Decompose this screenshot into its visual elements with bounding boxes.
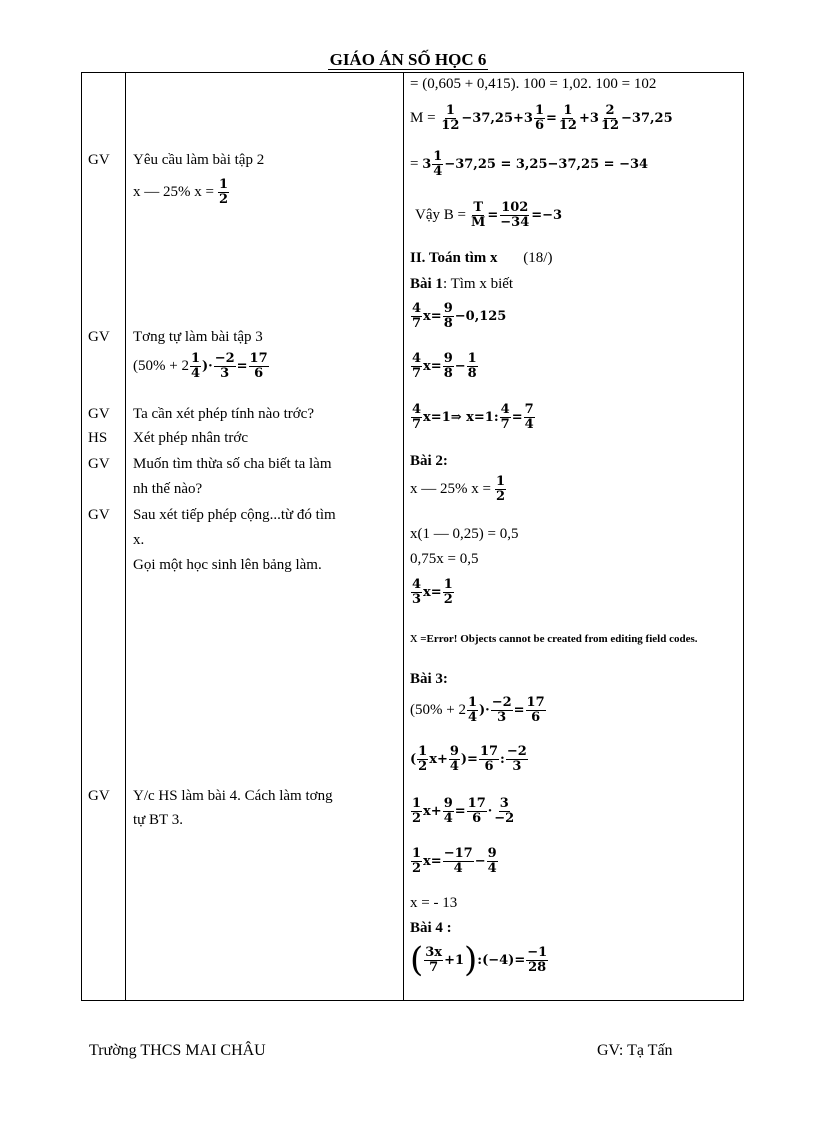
- equation-line: $\frac{4}{7}$ x=1⇒ x=1: $\frac{4}{7}$ = $\frac{7}{4}$: [412, 402, 534, 432]
- instruction-text: Y/c HS làm bài 4. Cách làm tơng: [133, 788, 333, 804]
- instruction-text: Ta cần xét phép tính nào trớc?: [133, 406, 314, 422]
- page-title: GIÁO ÁN SỐ HỌC 6: [329, 50, 487, 69]
- role-label: GV: [88, 456, 110, 472]
- equation-line: $\frac{4}{3}$ x= $\frac{1}{2}$: [412, 577, 453, 607]
- role-label: GV: [88, 329, 110, 345]
- equation-line: $\frac{1}{2}$ x= $\frac{-17}{4}$ − $\frac{9}{4}$: [412, 846, 497, 876]
- exercise-heading: Bài 4 :: [410, 920, 452, 936]
- role-label: GV: [88, 507, 110, 523]
- equation-line: = 3 $\frac{1}{4}$ −37,25 = 3,25−37,25 = −34: [410, 149, 649, 179]
- footer-school: Trường THCS MAI CHÂU: [89, 1042, 266, 1059]
- equation-line: ( $\frac{3x}{7}$ +1 ) :(−4)= $\frac{-1}{28}$: [410, 940, 548, 980]
- equation-line: $\frac{4}{7}$ x= $\frac{9}{8}$ −0,125: [412, 301, 507, 331]
- column-divider-1: [125, 72, 126, 1001]
- equation-line: (50% + 2 $\frac{1}{4}$ )· $\frac{-2}{3}$ = $\frac{17}{6}$: [410, 695, 545, 725]
- instruction-text: nh thế nào?: [133, 481, 203, 497]
- exercise-heading: Bài 3:: [410, 671, 448, 687]
- exercise-heading: Bài 2:: [410, 453, 448, 469]
- equation-line: 0,75x = 0,5: [410, 551, 479, 567]
- instruction-text: tự BT 3.: [133, 812, 183, 828]
- role-label: GV: [88, 406, 110, 422]
- exercise-heading: Bài 1: Tìm x biết: [410, 276, 514, 292]
- role-label: GV: [88, 152, 110, 168]
- equation-line: (50% + 2 $\frac{1}{4}$ )· $\frac{-2}{3}$ = $\frac{17}{6}$: [133, 351, 268, 381]
- equation-line: Vậy B = $\frac{T}{M}$ = $\frac{102}{-34}$ =−3: [415, 200, 563, 230]
- equation-line: $\frac{1}{2}$ x+ $\frac{9}{4}$ = $\frac{17}{6}$ · $\frac{3}{-2}$: [412, 796, 515, 826]
- role-label: HS: [88, 430, 108, 446]
- equation-line: = (0,605 + 0,415). 100 = 1,02. 100 = 102: [410, 76, 657, 92]
- error-message: x =Error! Objects cannot be created from editing field codes.: [410, 630, 698, 646]
- equation-line: $\frac{4}{7}$ x= $\frac{9}{8}$ − $\frac{1}{8}$: [412, 351, 477, 381]
- column-divider-2: [403, 72, 404, 1001]
- section-heading: II. Toán tìm x (18/): [410, 250, 553, 266]
- instruction-text: Muốn tìm thừa số cha biết ta làm: [133, 456, 332, 472]
- instruction-text: Yêu cầu làm bài tập 2: [133, 152, 265, 168]
- instruction-text: Xét phép nhân trớc: [133, 430, 248, 446]
- equation-line: x — 25% x = $\frac{1}{2}$: [410, 474, 506, 504]
- equation-line: M = $\frac{1}{12}$ −37,25+3 $\frac{1}{6}$ = $\frac{1}{12}$ +3 $\frac{2}{12}$ −37,25: [410, 103, 673, 133]
- instruction-text: Tơng tự làm bài tập 3: [133, 329, 263, 345]
- equation-line: ( $\frac{1}{2}$ x+ $\frac{9}{4}$ )= $\frac{17}{6}$ : $\frac{-2}{3}$: [410, 744, 527, 774]
- equation-line: x(1 — 0,25) = 0,5: [410, 526, 519, 542]
- instruction-text: x.: [133, 532, 145, 548]
- instruction-text: Sau xét tiếp phép cộng...từ đó tìm: [133, 507, 336, 523]
- footer-teacher: GV: Tạ Tấn: [597, 1042, 673, 1059]
- role-label: GV: [88, 788, 110, 804]
- instruction-text: Gọi một học sinh lên bảng làm.: [133, 557, 322, 573]
- equation-line: x — 25% x = $\frac{1}{2}$: [133, 177, 229, 207]
- equation-line: x = - 13: [410, 895, 458, 911]
